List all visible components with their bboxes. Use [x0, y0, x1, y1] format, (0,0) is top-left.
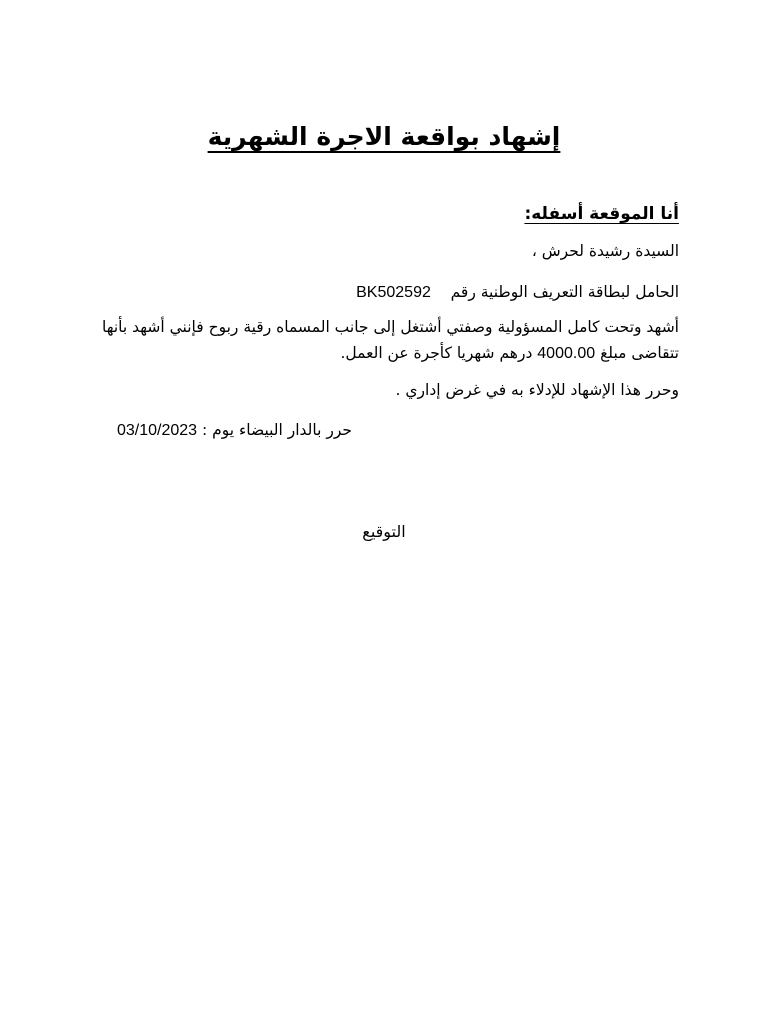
place-label: حرر بالدار البيضاء يوم :	[202, 421, 352, 439]
national-id-line	[356, 283, 679, 302]
attestation-line-1: أشهد وتحت كامل المسؤولية وصفتي أشتغل إلى جانب المسماه رقية ربوح فإنني أشهد بأنها	[101, 318, 679, 336]
attestation-amount-prefix: تتقاضى مبلغ	[600, 344, 679, 362]
signature-label: التوقيع	[362, 522, 406, 541]
attestation-amount-suffix: درهم شهريا كأجرة عن العمل.	[340, 344, 533, 362]
document-title: إشهاد بواقعة الاجرة الشهرية	[207, 122, 561, 151]
place-date-line	[117, 421, 352, 440]
purpose-line: وحرر هذا الإشهاد للإدلاء به في غرض إداري .	[395, 381, 679, 399]
attestation-line-2	[341, 344, 680, 363]
national-id-number: BK502592	[356, 284, 431, 301]
salary-amount: 4000.00	[537, 345, 596, 362]
national-id-label: الحامل لبطاقة التعريف الوطنية رقم	[450, 283, 679, 301]
signatory-heading: أنا الموقعة أسفله:	[524, 204, 679, 224]
issue-date: 03/10/2023	[116, 422, 198, 439]
signatory-name-line: السيدة رشيدة لحرش ،	[531, 242, 679, 260]
